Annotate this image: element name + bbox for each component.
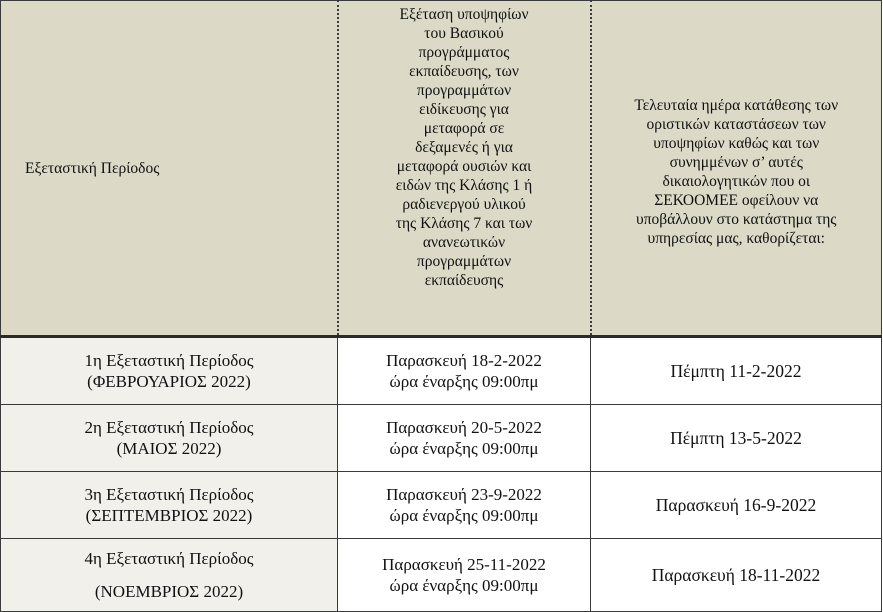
header-col2-line: ειδών της Κλάσης 1 ή xyxy=(395,177,533,194)
deadline-cell xyxy=(591,337,882,405)
exam-date-cell xyxy=(338,405,591,472)
exam-date: Παρασκευή 23-9-2022 xyxy=(386,485,542,504)
deadline-date: Παρασκευή 18-11-2022 xyxy=(651,564,821,585)
header-submission-deadline xyxy=(591,1,882,337)
exam-period-cell xyxy=(1,472,338,539)
exam-period-cell xyxy=(1,405,338,472)
table-row xyxy=(1,539,882,612)
exam-date: Παρασκευή 25-11-2022 xyxy=(382,555,546,574)
header-col2-line: μεταφορά σε xyxy=(423,120,505,137)
header-col2-line: εκπαίδευσης xyxy=(424,272,504,289)
header-col2-line: εκπαίδευσης, των xyxy=(409,63,519,80)
exam-date-cell xyxy=(338,472,591,539)
header-col2-line: προγράμματος xyxy=(418,44,510,61)
deadline-cell xyxy=(591,472,882,539)
exam-date-cell xyxy=(338,539,591,612)
deadline-cell xyxy=(591,539,882,612)
header-col3-line: δικαιολογητικών που οι xyxy=(662,173,811,190)
exam-date-cell xyxy=(338,337,591,405)
exam-period-cell xyxy=(1,337,338,405)
header-col2-line: ανανεωτικών xyxy=(422,234,506,251)
header-col2-line: μεταφορά ουσιών και xyxy=(396,158,532,175)
header-col3-line: υπηρεσίας μας, καθορίζεται: xyxy=(647,230,825,247)
deadline-date: Πέμπτη 13-5-2022 xyxy=(670,427,802,448)
header-col2-line: προγραμμάτων xyxy=(416,82,512,99)
exam-start-time: ώρα έναρξης 09:00πμ xyxy=(389,576,539,595)
exam-start-time: ώρα έναρξης 09:00πμ xyxy=(389,372,539,391)
table-row xyxy=(1,472,882,539)
header-exam-period-text: Εξεταστική Περίοδος xyxy=(25,159,160,177)
deadline-date: Παρασκευή 16-9-2022 xyxy=(655,494,817,515)
exam-period-month: (ΣΕΠΤΕΜΒΡΙΟΣ 2022) xyxy=(85,506,253,525)
header-col2-line: προγραμμάτων xyxy=(416,253,512,270)
header-col2-line: του Βασικού xyxy=(424,25,504,42)
exam-period-title: 3η Εξεταστική Περίοδος xyxy=(84,485,254,504)
table-row xyxy=(1,405,882,472)
exam-date: Παρασκευή 20-5-2022 xyxy=(386,418,542,437)
header-col2-line: δεξαμενές ή για xyxy=(415,139,513,156)
header-col3-line: ΣΕΚΟΟΜΕΕ οφείλουν να xyxy=(654,192,819,209)
header-col2-line: ειδίκευσης για xyxy=(419,101,509,118)
header-col2-line: της Κλάσης 7 και των xyxy=(395,215,533,232)
header-col3-line: υποψηφίων καθώς και των xyxy=(653,135,820,152)
exam-period-title: 2η Εξεταστική Περίοδος xyxy=(84,418,254,437)
header-col3-line: συνημμένων σ’ αυτές xyxy=(669,154,803,171)
table-header-row xyxy=(1,1,882,337)
exam-period-month: (ΜΑΙΟΣ 2022) xyxy=(116,439,222,458)
exam-start-time: ώρα έναρξης 09:00πμ xyxy=(389,506,539,525)
exam-start-time: ώρα έναρξης 09:00πμ xyxy=(389,439,539,458)
exam-period-cell xyxy=(1,539,338,612)
header-col2-line: ραδιενεργού υλικού xyxy=(402,196,526,213)
header-exam-description xyxy=(338,1,591,337)
exam-period-title: 1η Εξεταστική Περίοδος xyxy=(84,351,254,370)
header-col3-line: Τελευταία ημέρα κατάθεσης των xyxy=(634,97,839,114)
header-col3-line: υποβάλλουν στο κατάστημα της xyxy=(636,211,837,228)
exam-period-month: (ΝΟΕΜΒΡΙΟΣ 2022) xyxy=(94,582,244,601)
header-exam-period xyxy=(1,1,338,337)
exam-period-title: 4η Εξεταστική Περίοδος xyxy=(84,549,254,568)
header-col3-line: οριστικών καταστάσεων των xyxy=(646,116,826,133)
header-col2-line: Εξέταση υποψηφίων xyxy=(399,6,529,23)
exam-date: Παρασκευή 18-2-2022 xyxy=(386,351,542,370)
deadline-date: Πέμπτη 11-2-2022 xyxy=(670,360,802,381)
exam-period-month: (ΦΕΒΡΟΥΑΡΙΟΣ 2022) xyxy=(87,372,251,391)
table-row xyxy=(1,337,882,405)
deadline-cell xyxy=(591,405,882,472)
